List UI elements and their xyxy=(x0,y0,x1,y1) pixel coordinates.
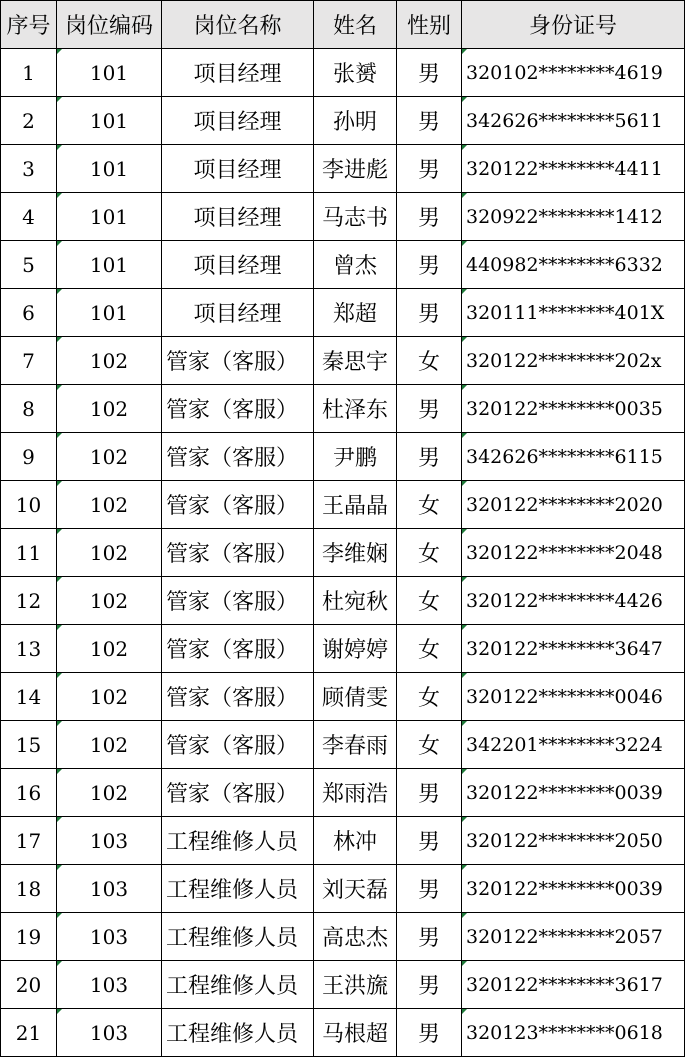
cell-no[interactable]: 12 xyxy=(1,577,57,625)
cell-no[interactable]: 3 xyxy=(1,145,57,193)
cell-no[interactable]: 18 xyxy=(1,865,57,913)
cell-gender[interactable]: 女 xyxy=(397,577,462,625)
cell-position-name[interactable]: 项目经理 xyxy=(162,241,314,289)
cell-position-name[interactable]: 工程维修人员 xyxy=(162,1009,314,1057)
cell-no[interactable]: 10 xyxy=(1,481,57,529)
table-row xyxy=(1,721,685,769)
cell-no[interactable]: 4 xyxy=(1,193,57,241)
cell-name[interactable]: 王晶晶 xyxy=(314,481,397,529)
cell-id-number[interactable]: 342626********6115 xyxy=(462,433,685,481)
cell-name[interactable]: 刘天磊 xyxy=(314,865,397,913)
cell-gender[interactable]: 男 xyxy=(397,97,462,145)
cell-position-name[interactable]: 管家（客服） xyxy=(162,481,314,529)
cell-position-name[interactable]: 工程维修人员 xyxy=(162,865,314,913)
cell-id-number[interactable]: 342626********5611 xyxy=(462,97,685,145)
cell-position-name[interactable]: 项目经理 xyxy=(162,145,314,193)
cell-gender[interactable]: 男 xyxy=(397,49,462,97)
cell-position-code[interactable]: 102 xyxy=(57,625,162,673)
cell-position-name[interactable]: 管家（客服） xyxy=(162,721,314,769)
cell-position-name[interactable]: 工程维修人员 xyxy=(162,817,314,865)
cell-name[interactable]: 秦思宇 xyxy=(314,337,397,385)
cell-no[interactable]: 19 xyxy=(1,913,57,961)
cell-position-code[interactable]: 101 xyxy=(57,97,162,145)
table-row xyxy=(1,97,685,145)
cell-position-name[interactable]: 管家（客服） xyxy=(162,769,314,817)
cell-no[interactable]: 6 xyxy=(1,289,57,337)
cell-position-code[interactable]: 101 xyxy=(57,49,162,97)
table-row xyxy=(1,193,685,241)
cell-id-number[interactable]: 320122********0039 xyxy=(462,769,685,817)
cell-gender[interactable]: 女 xyxy=(397,673,462,721)
cell-position-code[interactable]: 102 xyxy=(57,673,162,721)
cell-position-name[interactable]: 管家（客服） xyxy=(162,625,314,673)
cell-id-number[interactable]: 320102********4619 xyxy=(462,49,685,97)
cell-id-number[interactable]: 320122********4426 xyxy=(462,577,685,625)
cell-id-number[interactable]: 320922********1412 xyxy=(462,193,685,241)
cell-position-name[interactable]: 管家（客服） xyxy=(162,385,314,433)
cell-no[interactable]: 20 xyxy=(1,961,57,1009)
cell-name[interactable]: 高忠杰 xyxy=(314,913,397,961)
cell-position-code[interactable]: 102 xyxy=(57,337,162,385)
cell-id-number[interactable]: 320122********2057 xyxy=(462,913,685,961)
cell-id-number[interactable]: 320122********0039 xyxy=(462,865,685,913)
cell-name[interactable]: 王洪旒 xyxy=(314,961,397,1009)
table-header xyxy=(1,1,685,49)
cell-gender[interactable]: 男 xyxy=(397,913,462,961)
table-row xyxy=(1,913,685,961)
cell-no[interactable]: 17 xyxy=(1,817,57,865)
table-row xyxy=(1,769,685,817)
cell-name[interactable]: 李维娴 xyxy=(314,529,397,577)
cell-id-number[interactable]: 320122********3617 xyxy=(462,961,685,1009)
cell-position-code[interactable]: 101 xyxy=(57,289,162,337)
cell-position-code[interactable]: 103 xyxy=(57,817,162,865)
cell-position-code[interactable]: 102 xyxy=(57,481,162,529)
cell-position-code[interactable]: 102 xyxy=(57,769,162,817)
header-no: 序号 xyxy=(1,1,57,49)
cell-position-name[interactable]: 工程维修人员 xyxy=(162,913,314,961)
cell-name[interactable]: 郑雨浩 xyxy=(314,769,397,817)
cell-position-code[interactable]: 103 xyxy=(57,865,162,913)
cell-position-name[interactable]: 项目经理 xyxy=(162,193,314,241)
header-row xyxy=(1,1,685,49)
cell-position-name[interactable]: 管家（客服） xyxy=(162,577,314,625)
cell-gender[interactable]: 男 xyxy=(397,817,462,865)
table-row xyxy=(1,49,685,97)
cell-gender[interactable]: 男 xyxy=(397,769,462,817)
cell-id-number[interactable]: 342201********3224 xyxy=(462,721,685,769)
cell-gender[interactable]: 男 xyxy=(397,865,462,913)
cell-name[interactable]: 张赟 xyxy=(314,49,397,97)
cell-name[interactable]: 郑超 xyxy=(314,289,397,337)
cell-name[interactable]: 杜泽东 xyxy=(314,385,397,433)
cell-name[interactable]: 马志书 xyxy=(314,193,397,241)
table-row xyxy=(1,289,685,337)
header-name: 姓名 xyxy=(314,1,397,49)
cell-id-number[interactable]: 320122********2048 xyxy=(462,529,685,577)
table-row xyxy=(1,673,685,721)
cell-no[interactable]: 1 xyxy=(1,49,57,97)
cell-no[interactable]: 15 xyxy=(1,721,57,769)
cell-no[interactable]: 16 xyxy=(1,769,57,817)
cell-id-number[interactable]: 320122********2050 xyxy=(462,817,685,865)
cell-id-number[interactable]: 320122********0046 xyxy=(462,673,685,721)
cell-gender[interactable]: 女 xyxy=(397,625,462,673)
cell-position-name[interactable]: 管家（客服） xyxy=(162,337,314,385)
cell-gender[interactable]: 男 xyxy=(397,241,462,289)
header-gender: 性别 xyxy=(397,1,462,49)
cell-position-code[interactable]: 103 xyxy=(57,913,162,961)
cell-position-name[interactable]: 项目经理 xyxy=(162,49,314,97)
table-row xyxy=(1,337,685,385)
cell-no[interactable]: 11 xyxy=(1,529,57,577)
cell-position-name[interactable]: 项目经理 xyxy=(162,97,314,145)
cell-name[interactable]: 马根超 xyxy=(314,1009,397,1057)
cell-gender[interactable]: 女 xyxy=(397,481,462,529)
cell-id-number[interactable]: 320122********2020 xyxy=(462,481,685,529)
cell-no[interactable]: 13 xyxy=(1,625,57,673)
cell-position-name[interactable]: 工程维修人员 xyxy=(162,961,314,1009)
cell-gender[interactable]: 男 xyxy=(397,193,462,241)
table-row xyxy=(1,865,685,913)
table-row xyxy=(1,241,685,289)
cell-position-code[interactable]: 102 xyxy=(57,721,162,769)
cell-name[interactable]: 李春雨 xyxy=(314,721,397,769)
cell-position-code[interactable]: 102 xyxy=(57,577,162,625)
cell-position-name[interactable]: 管家（客服） xyxy=(162,433,314,481)
cell-position-code[interactable]: 101 xyxy=(57,145,162,193)
cell-id-number[interactable]: 320123********0618 xyxy=(462,1009,685,1057)
cell-id-number[interactable]: 320122********3647 xyxy=(462,625,685,673)
cell-id-number[interactable]: 320122********4411 xyxy=(462,145,685,193)
cell-name[interactable]: 顾倩雯 xyxy=(314,673,397,721)
table-row xyxy=(1,385,685,433)
cell-position-name[interactable]: 管家（客服） xyxy=(162,673,314,721)
cell-no[interactable]: 9 xyxy=(1,433,57,481)
cell-position-name[interactable]: 管家（客服） xyxy=(162,529,314,577)
table-row xyxy=(1,625,685,673)
cell-position-code[interactable]: 101 xyxy=(57,241,162,289)
cell-no[interactable]: 5 xyxy=(1,241,57,289)
cell-no[interactable]: 21 xyxy=(1,1009,57,1057)
cell-position-code[interactable]: 103 xyxy=(57,1009,162,1057)
table-row xyxy=(1,481,685,529)
cell-position-code[interactable]: 102 xyxy=(57,433,162,481)
cell-name[interactable]: 杜宛秋 xyxy=(314,577,397,625)
cell-id-number[interactable]: 320122********0035 xyxy=(462,385,685,433)
cell-no[interactable]: 8 xyxy=(1,385,57,433)
cell-gender[interactable]: 男 xyxy=(397,289,462,337)
cell-gender[interactable]: 男 xyxy=(397,961,462,1009)
cell-id-number[interactable]: 320122********202x xyxy=(462,337,685,385)
cell-name[interactable]: 谢婷婷 xyxy=(314,625,397,673)
cell-position-name[interactable]: 项目经理 xyxy=(162,289,314,337)
cell-name[interactable]: 曾杰 xyxy=(314,241,397,289)
table-row xyxy=(1,817,685,865)
cell-position-code[interactable]: 102 xyxy=(57,529,162,577)
header-position-name: 岗位名称 xyxy=(162,1,314,49)
cell-no[interactable]: 14 xyxy=(1,673,57,721)
cell-gender[interactable]: 男 xyxy=(397,433,462,481)
cell-position-code[interactable]: 101 xyxy=(57,193,162,241)
cell-id-number[interactable]: 320111********401X xyxy=(462,289,685,337)
cell-gender[interactable]: 男 xyxy=(397,385,462,433)
cell-gender[interactable]: 女 xyxy=(397,529,462,577)
header-position-code: 岗位编码 xyxy=(57,1,162,49)
table-row xyxy=(1,145,685,193)
cell-name[interactable]: 林冲 xyxy=(314,817,397,865)
cell-id-number[interactable]: 440982********6332 xyxy=(462,241,685,289)
table-row xyxy=(1,577,685,625)
header-id-number: 身份证号 xyxy=(462,1,685,49)
table-row xyxy=(1,1009,685,1057)
cell-name[interactable]: 孙明 xyxy=(314,97,397,145)
table-row xyxy=(1,433,685,481)
cell-gender[interactable]: 男 xyxy=(397,1009,462,1057)
cell-no[interactable]: 7 xyxy=(1,337,57,385)
cell-no[interactable]: 2 xyxy=(1,97,57,145)
table-row xyxy=(1,529,685,577)
cell-position-code[interactable]: 103 xyxy=(57,961,162,1009)
table-row xyxy=(1,961,685,1009)
cell-position-code[interactable]: 102 xyxy=(57,385,162,433)
cell-gender[interactable]: 男 xyxy=(397,145,462,193)
cell-gender[interactable]: 女 xyxy=(397,721,462,769)
table-body xyxy=(1,49,685,1057)
cell-name[interactable]: 尹鹏 xyxy=(314,433,397,481)
cell-name[interactable]: 李进彪 xyxy=(314,145,397,193)
cell-gender[interactable]: 女 xyxy=(397,337,462,385)
